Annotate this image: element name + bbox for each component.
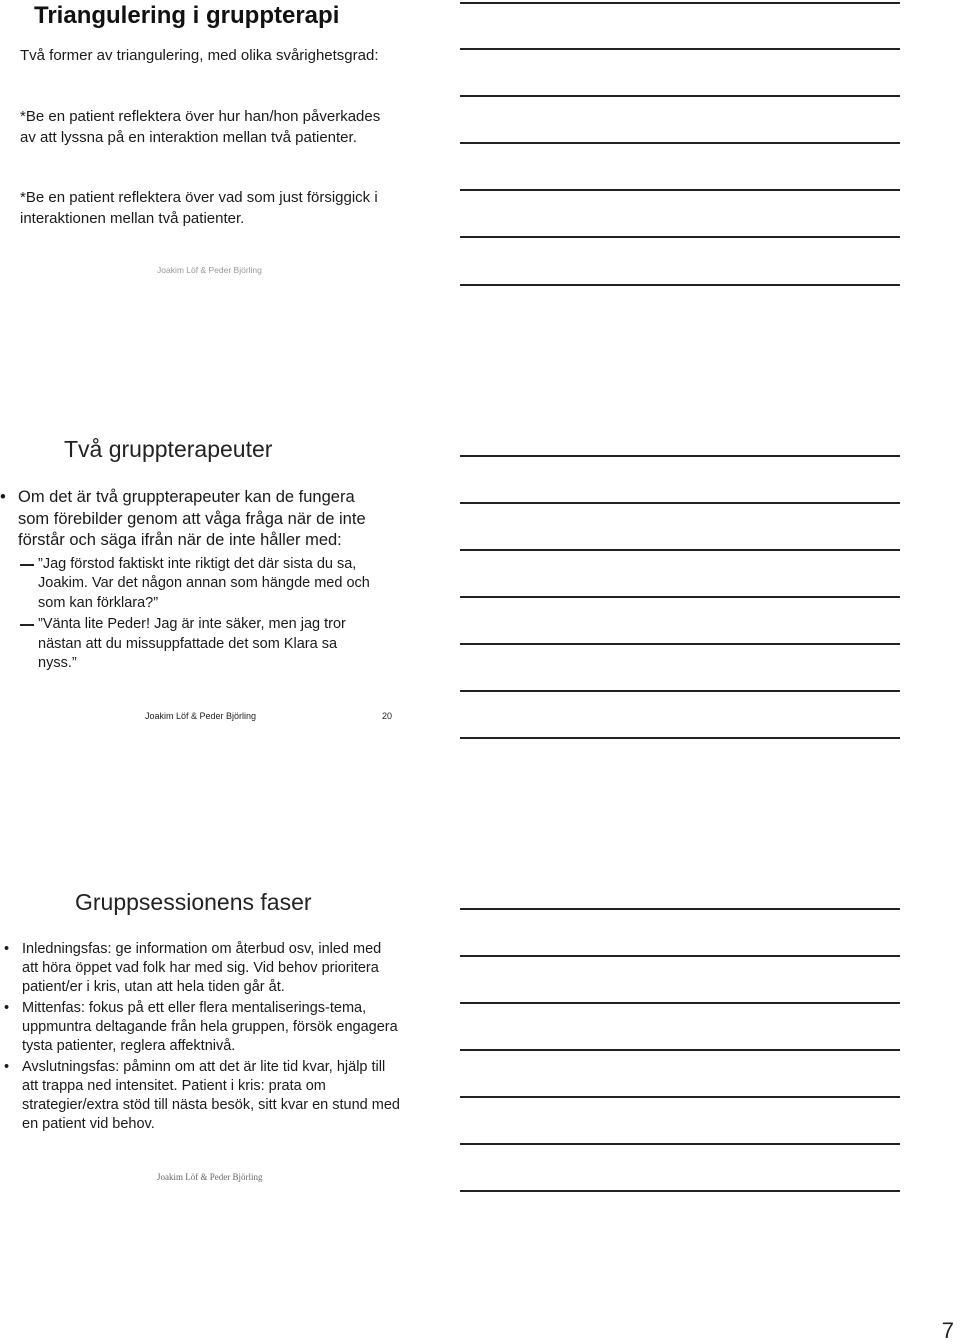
- note-line: [460, 690, 900, 692]
- note-line: [460, 455, 900, 457]
- note-line: [460, 1049, 900, 1051]
- dash-icon: [20, 564, 34, 566]
- slide3-bullet-list: [4, 940, 400, 1136]
- dash-icon: [20, 624, 34, 626]
- note-line: [460, 48, 900, 50]
- note-line: [460, 502, 900, 504]
- note-line: [460, 1096, 900, 1098]
- note-line: [460, 189, 900, 191]
- note-line: [460, 643, 900, 645]
- slide2-sub-item: [20, 615, 372, 674]
- note-line: [460, 1002, 900, 1004]
- slide1-footer: Joakim Löf & Peder Björling: [157, 265, 262, 275]
- slide1-point-1: *Be en patient reflektera över hur han/hon påverkades av att lyssna på en interaktion mellan två patienter.: [20, 108, 381, 146]
- slide1-intro: Två former av triangulering, med olika svårighetsgrad:: [20, 47, 379, 64]
- slide3-title: Gruppsessionens faser: [75, 889, 312, 915]
- slide3-footer: Joakim Löf & Peder Björling: [157, 1172, 263, 1182]
- slide2-sub-list: [20, 555, 372, 674]
- slide2-sub-text: ”Vänta lite Peder! Jag är inte säker, men jag tror nästan att du missuppfattade det som Klara sa nyss.”: [38, 616, 346, 671]
- slide2-footer: Joakim Löf & Peder Björling: [145, 711, 257, 721]
- slide3-bullet: • Mittenfas: fokus på ett eller flera mentaliserings-tema, uppmuntra deltagande från hela gruppen, försök engagera tysta patienter, reglera affektnivå.: [4, 999, 400, 1056]
- slide2-content: [0, 487, 372, 674]
- note-line: [460, 596, 900, 598]
- slide2-slide-number: 20: [382, 711, 393, 721]
- slide1-point-2: *Be en patient reflektera över vad som just försiggick i interaktionen mellan två patienter.: [20, 189, 378, 227]
- note-line: [460, 908, 900, 910]
- note-line: [460, 95, 900, 97]
- note-line: [460, 1190, 900, 1192]
- slide2-title: Två gruppterapeuter: [64, 436, 273, 462]
- note-line: [460, 284, 900, 286]
- note-line: [460, 737, 900, 739]
- page-number: 7: [941, 1318, 954, 1343]
- note-line: [460, 549, 900, 551]
- note-line: [460, 1143, 900, 1145]
- note-line: [460, 955, 900, 957]
- slide2-bullet: • Om det är två gruppterapeuter kan de fungera som förebilder genom att våga fråga när de inte förstår och säga ifrån när de inte håller med:: [0, 487, 372, 552]
- slide2-sub-item: [20, 555, 372, 614]
- note-line: [460, 142, 900, 144]
- slide2-sub-text: ”Jag förstod faktiskt inte riktigt det där sista du sa, Joakim. Var det någon annan som hängde med och som kan förklara?”: [38, 555, 370, 611]
- note-line: [460, 2, 900, 4]
- slide3-bullet: • Inledningsfas: ge information om återbud osv, inled med att höra öppet vad folk har med sig. Vid behov prioritera patient/er i kris, utan att hela tiden går åt.: [4, 940, 400, 997]
- slide1-title: Triangulering i gruppterapi: [34, 2, 340, 29]
- note-line: [460, 236, 900, 238]
- slide3-bullet: • Avslutningsfas: påminn om att det är lite tid kvar, hjälp till att trappa ned intensitet. Patient i kris: prata om strategier/extra stöd till nästa besök, sitt kvar en stund med en patient vid behov.: [4, 1058, 400, 1134]
